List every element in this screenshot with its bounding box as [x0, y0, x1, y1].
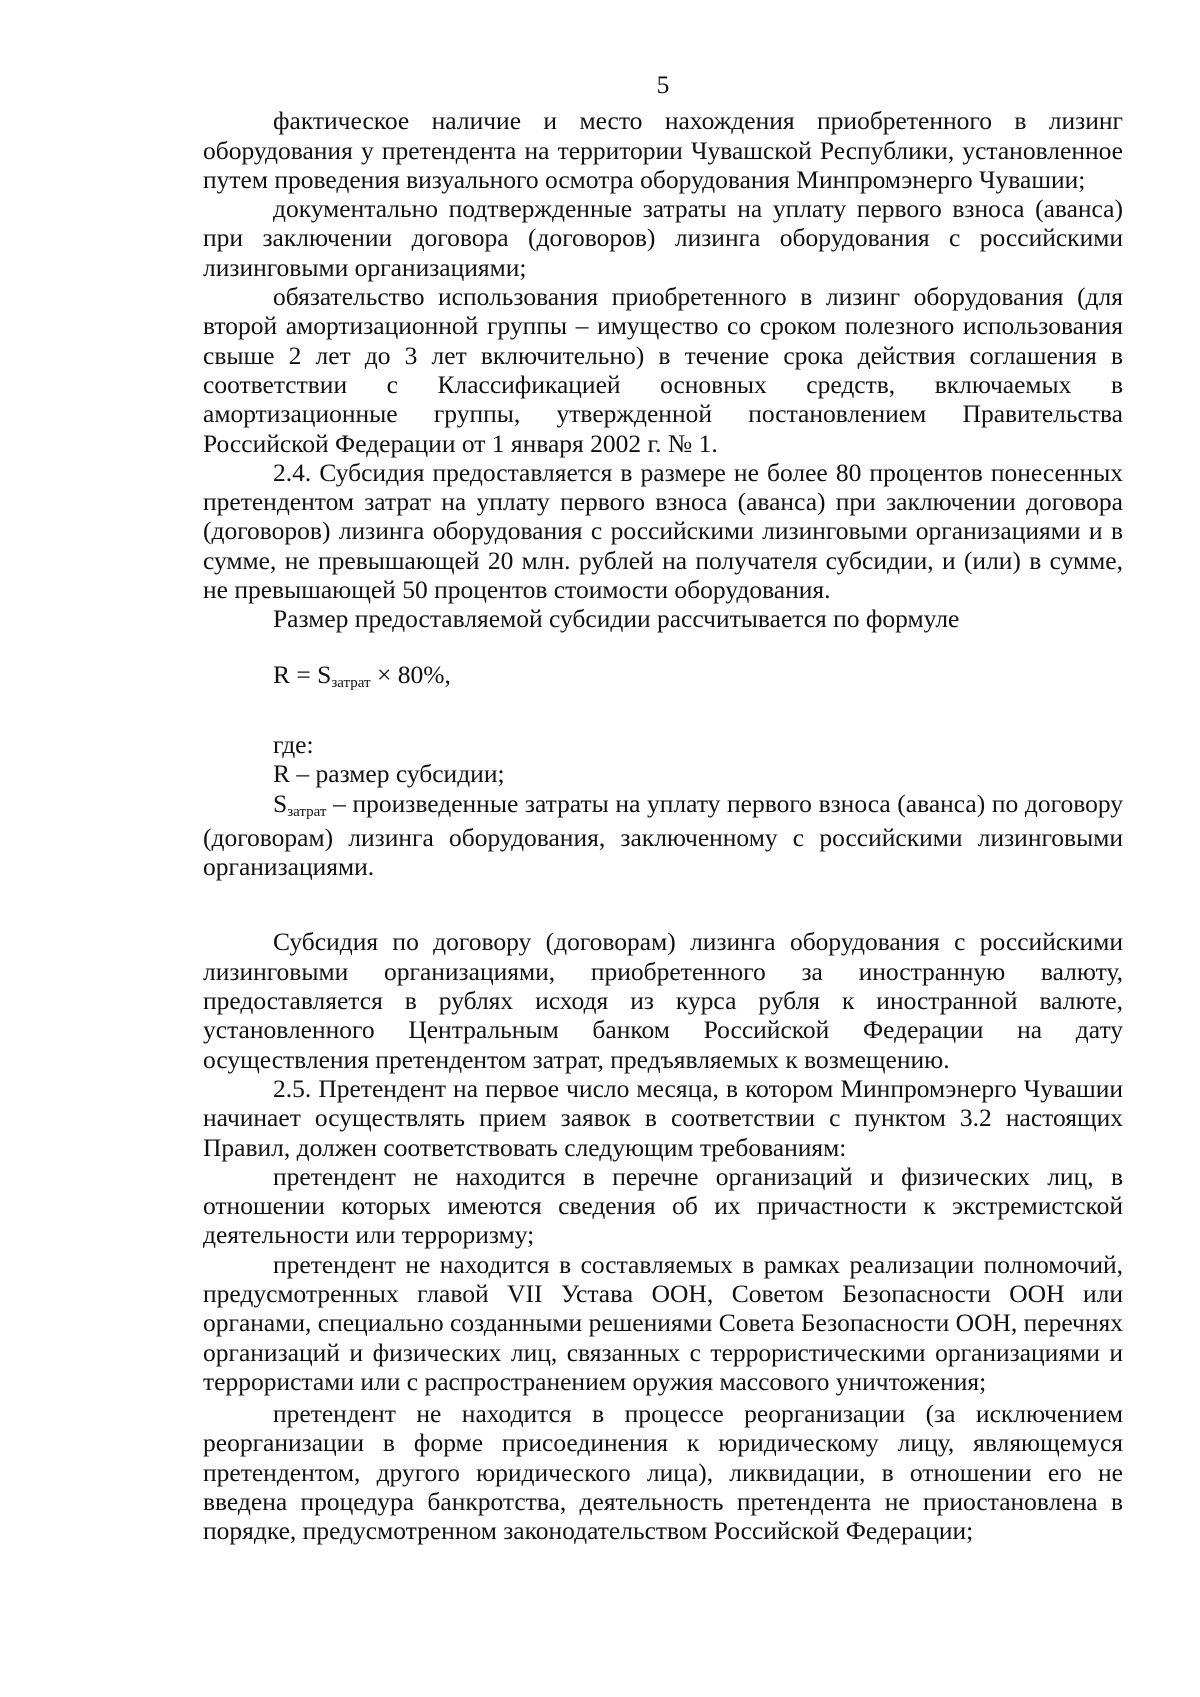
paragraph-reorganization: претендент не находится в процессе реорганизации (за исключением реорганизации в форме присоединения к юридическому лицу, являющемуся претендентом, другого юридического лица), ликвидации, в отношении его не введена процедура банкротства, деятельность претендента не приостановлена в порядке, предусмотренном законодательством Российской Федерации; [203, 1399, 1123, 1546]
paragraph-documented-costs: документально подтвержденные затраты на уплату первого взноса (аванса) при заключении договора (договоров) лизинга оборудования с российскими лизинговыми организациями; [203, 194, 1123, 282]
definition-s-text: – произведенные затраты на уплату первого взноса (аванса) по договору (договорам) лизинга оборудования, заключенному с российскими лизинговыми организациями. [203, 788, 1123, 882]
paragraph-2-5-requirements: 2.5. Претендент на первое число месяца, в котором Минпромэнерго Чувашии начинает осуществлять прием заявок в соответствии с пунктом 3.2 настоящих Правил, должен соответствовать следующим требованиям: [203, 1073, 1123, 1162]
formula-subscript: затрат [331, 674, 371, 691]
paragraph-2-4-subsidy-amount: 2.4. Субсидия предоставляется в размере не более 80 процентов понесенных претендентом затрат на уплату первого взноса (аванса) при заключении договора (договоров) лизинга оборудования с российскими лизинговыми организациями и в сумме, не превышающей 20 млн. рублей на получателя субсидии, и (или) в сумме, не превышающей 50 процентов стоимости оборудования. [203, 457, 1123, 605]
paragraph-formula-intro: Размер предоставляемой субсидии рассчитывается по формуле [273, 604, 960, 634]
paragraph-extremism-list: претендент не находится в перечне организаций и физических лиц, в отношении которых имеются сведения об их причастности к экстремистской деятельности или терроризму; [203, 1161, 1123, 1250]
paragraph-equipment-presence: фактическое наличие и место нахождения приобретенного в лизинг оборудования у претендента на территории Чувашской Республики, установленное путем проведения визуального осмотра оборудования Минпромэнерго Чувашии; [203, 106, 1123, 194]
page-number: 5 [656, 70, 670, 99]
definition-s-subscript: затрат [287, 803, 327, 820]
definition-s [203, 789, 1123, 882]
where-label: где: [273, 729, 314, 759]
subsidy-formula [273, 660, 1123, 694]
spacer [203, 881, 1123, 927]
document-page [203, 70, 1123, 1546]
definition-r: R – размер субсидии; [273, 759, 505, 789]
paragraph-usage-obligation: обязательство использования приобретенного в лизинг оборудования (для второй амортизационной группы – имущество со сроком полезного использования свыше 2 лет до 3 лет включительно) в течение срока действия соглашения в соответствии с Классификацией основных средств, включаемых в амортизационные группы, утвержденной постановлением Правительства Российской Федерации от 1 января 2002 г. № 1. [203, 282, 1123, 458]
definition-s-symbol: S [273, 788, 288, 818]
paragraph-un-sanctions-list: претендент не находится в составляемых в рамках реализации полномочий, предусмотренных главой VII Устава ООН, Советом Безопасности ООН или органами, специально созданными решениями Совета Безопасности ООН, перечнях организаций и физических лиц, связанных с террористическими организациями и террористами или с распространением оружия массового уничтожения; [203, 1249, 1123, 1396]
paragraph-foreign-currency: Субсидия по договору (договорам) лизинга оборудования с российскими лизинговыми организациями, приобретенного за иностранную валюту, предоставляется в рублях исходя из курса рубля к иностранной валюте, установленного Центральным банком Российской Федерации на дату осуществления претендентом затрат, предъявляемых к возмещению. [203, 927, 1123, 1074]
formula-rhs: × 80%, [370, 659, 451, 689]
formula-lhs: R = S [273, 659, 332, 689]
